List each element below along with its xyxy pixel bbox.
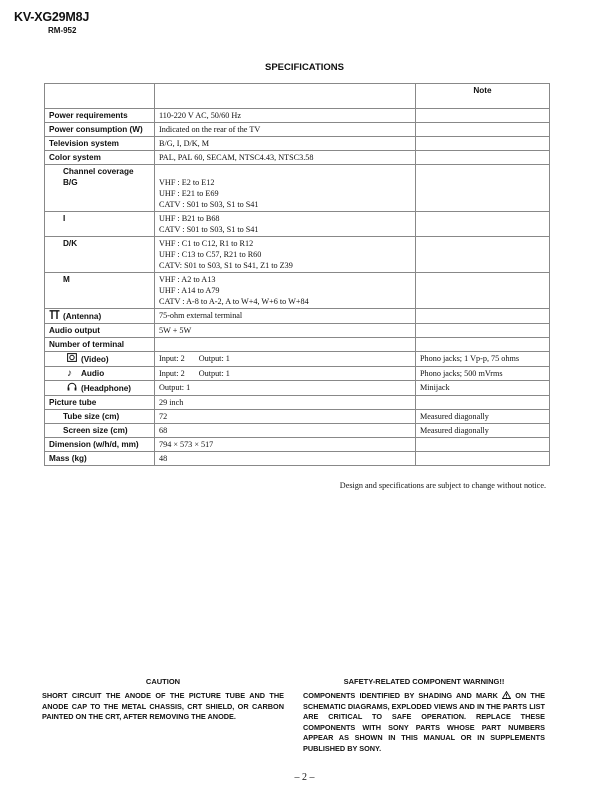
row-label: Power consumption (W): [45, 123, 155, 137]
row-note: Minijack: [416, 381, 550, 396]
caution-title: CAUTION: [145, 677, 181, 686]
table-row: [45, 324, 550, 338]
row-value: VHF : E2 to E12 UHF : E21 to E69 CATV : S01 to S03, S1 to S41: [155, 165, 416, 212]
row-value: 5W + 5W: [155, 324, 416, 338]
table-row: [45, 410, 550, 424]
row-label: Screen size (cm): [45, 424, 155, 438]
row-label: Television system: [45, 137, 155, 151]
warning-triangle-icon: [502, 691, 511, 700]
note-header: Note: [416, 84, 550, 109]
row-value: 75-ohm external terminal: [155, 309, 416, 324]
row-note: Measured diagonally: [416, 424, 550, 438]
table-row: [45, 109, 550, 123]
video-icon: [67, 353, 81, 365]
row-value: VHF : C1 to C12, R1 to R12 UHF : C13 to C57, R21 to R60 CATV: S01 to S03, S1 to S41, Z1 to Z39: [155, 237, 416, 273]
disclaimer-text: Design and specifications are subject to change without notice.: [339, 481, 546, 490]
table-row: [45, 237, 550, 273]
table-row: [45, 309, 550, 324]
row-label: Color system: [45, 151, 155, 165]
table-row: [45, 212, 550, 237]
table-row: [45, 352, 550, 367]
model-number: KV-XG29M8J: [14, 10, 90, 24]
table-row: [45, 338, 550, 352]
safety-warning-body: COMPONENTS IDENTIFIED BY SHADING AND MARK ON THE SCHEMATIC DIAGRAMS, EXPLODED VIEWS AND IN THE PARTS LIST ARE CRITICAL TO SAFE OPERATION. REPLACE THESE COMPONENTS WITH SONY PARTS WHOSE PART NUMBERS APPEAR AS SHOWN IN THIS MANUAL OR IN SUPPLEMENTS PUBLISHED BY SONY.: [303, 691, 546, 753]
table-row: [45, 438, 550, 452]
row-label: (Video): [45, 352, 155, 367]
row-value: 110-220 V AC, 50/60 Hz: [155, 109, 416, 123]
table-row: [45, 452, 550, 466]
row-label: M: [45, 273, 155, 309]
row-label: Number of terminal: [45, 338, 155, 352]
row-label: I: [45, 212, 155, 237]
row-value: 794 × 573 × 517: [155, 438, 416, 452]
row-value: Input: 2 Output: 1: [155, 367, 416, 381]
row-value: VHF : A2 to A13 UHF : A14 to A79 CATV : A-8 to A-2, A to W+4, W+6 to W+84: [155, 273, 416, 309]
system-label: B/G: [63, 178, 78, 187]
table-row: [45, 396, 550, 410]
remote-model: RM-952: [48, 26, 77, 35]
row-value: PAL, PAL 60, SECAM, NTSC4.43, NTSC3.58: [155, 151, 416, 165]
row-label: Tube size (cm): [45, 410, 155, 424]
table-header-row: [45, 84, 550, 109]
table-row: [45, 424, 550, 438]
row-label: Audio output: [45, 324, 155, 338]
table-row: [45, 273, 550, 309]
channel-coverage-label: Channel coverage: [63, 167, 134, 176]
row-value: Output: 1: [155, 381, 416, 396]
antenna-icon: [49, 310, 63, 322]
table-row: [45, 151, 550, 165]
row-label: Power requirements: [45, 109, 155, 123]
page-title: SPECIFICATIONS: [265, 62, 344, 73]
row-value: 68: [155, 424, 416, 438]
spec-table: [44, 83, 550, 466]
table-row: [45, 381, 550, 396]
row-label: D/K: [45, 237, 155, 273]
row-value: B/G, I, D/K, M: [155, 137, 416, 151]
table-row: [45, 123, 550, 137]
table-row: [45, 367, 550, 381]
row-label: (Headphone): [45, 381, 155, 396]
row-label: [45, 165, 155, 212]
row-value: 72: [155, 410, 416, 424]
row-value: Input: 2 Output: 1: [155, 352, 416, 367]
row-label: ♪ Audio: [45, 367, 155, 381]
row-label: Mass (kg): [45, 452, 155, 466]
row-note: Phono jacks; 500 mVrms: [416, 367, 550, 381]
row-label: Dimension (w/h/d, mm): [45, 438, 155, 452]
row-note: Phono jacks; 1 Vp-p, 75 ohms: [416, 352, 550, 367]
row-label: (Antenna): [45, 309, 155, 324]
safety-warning-title: SAFETY-RELATED COMPONENT WARNING!!: [343, 677, 505, 686]
row-value: 48: [155, 452, 416, 466]
caution-body: SHORT CIRCUIT THE ANODE OF THE PICTURE TUBE AND THE ANODE CAP TO THE METAL CHASSIS, CRT SHIELD, OR CARBON PAINTED ON THE CRT, AFTER REMOVING THE ANODE.: [42, 691, 284, 722]
page-number: – 2 –: [294, 772, 315, 783]
table-row: [45, 137, 550, 151]
headphone-icon: [67, 382, 81, 394]
row-value: Indicated on the rear of the TV: [155, 123, 416, 137]
row-label: Picture tube: [45, 396, 155, 410]
row-note: Measured diagonally: [416, 410, 550, 424]
music-note-icon: ♪: [67, 368, 72, 379]
row-value: UHF : B21 to B68 CATV : S01 to S03, S1 to S41: [155, 212, 416, 237]
table-row: [45, 165, 550, 212]
row-value: 29 inch: [155, 396, 416, 410]
